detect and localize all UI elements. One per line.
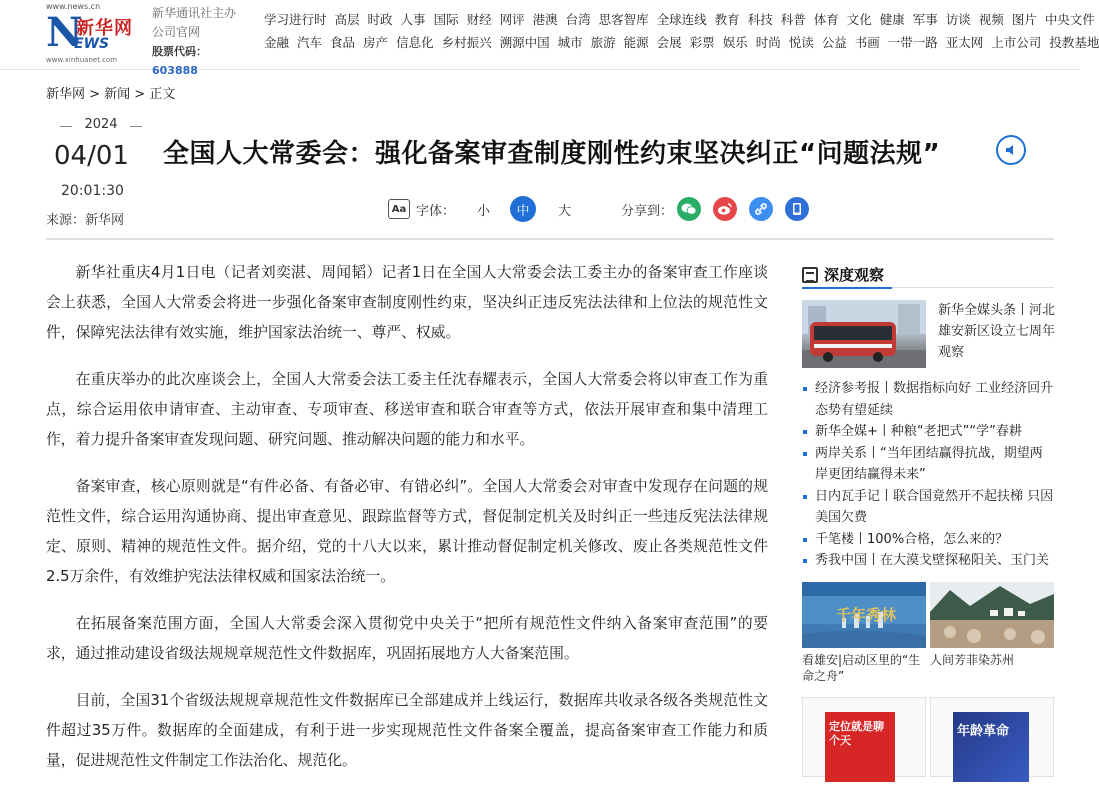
nav-link[interactable]: 公益 [821,35,847,50]
logo-en-suffix: EWS [74,36,110,52]
article-source: 来源：新华网 [46,213,125,228]
feature-story[interactable] [802,300,1054,370]
sidebar-news-list [802,378,1054,572]
nav-link[interactable]: 视频 [978,12,1004,27]
wechat-share-button[interactable] [677,197,701,221]
list-item[interactable]: 经济参考报丨数据指标向好 工业经济回升态势有望延续 [802,378,1054,421]
nav-link[interactable]: 台湾 [565,12,591,27]
nav-link[interactable]: 访谈 [945,12,971,27]
nav-link[interactable]: 时政 [367,12,393,27]
audio-icon [1004,143,1018,157]
weibo-icon [717,202,733,216]
nav-link[interactable]: 乡村振兴 [441,35,492,50]
nav-link[interactable]: 书画 [854,35,880,50]
book-1-title: 定位就是聊个天 [829,720,884,747]
publish-month-day: 04/01 [54,141,129,171]
nav-link[interactable]: 投教基地 [1049,35,1099,50]
article-paragraph: 目前，全国31个省级法规规章规范性文件数据库已全部建成并上线运行，数据库共收录各级各类规范性文件超过35万件。数据库的全面建成，有利于进一步实现规范性文件备案全覆盖，提高备案审查工作能力和质量，促进规范性文件制定工作法治化、规范化。 [46,692,768,769]
nav-link[interactable]: 图片 [1011,12,1037,27]
logo-mark: N 新华网 EWS [46,9,133,56]
book-promo-2[interactable] [930,697,1054,777]
company-info [152,4,252,80]
article-paragraph: 备案审查，核心原则就是“有件必备、有备必审、有错必纠”。全国人大常委会对审查中发现存在问题的规范性文件，综合运用沟通协商、提出审查意见、跟踪监督等方式，督促制定机关及时纠正一些违反宪法法律规定、原则、精神的规范性文件。据介绍，党的十八大以来，累计推动督促制定机关修改、废止各类规范性文件2.5万余件，有效维护宪法法律权威和国家法治统一。 [46,478,768,585]
weibo-share-button[interactable] [713,197,737,221]
channel-nav-row1 [264,8,1095,31]
logo-url-bottom: www.xinhuanet.com [46,56,118,64]
nav-link[interactable]: 汽车 [297,35,323,50]
nav-link[interactable]: 财经 [466,12,492,27]
mobile-icon [791,202,803,216]
link-icon [754,202,768,216]
font-size-label: 字体： [416,203,456,219]
company-line2: 公司官网 [152,25,201,39]
site-logo[interactable] [46,2,142,64]
nav-link[interactable]: 健康 [879,12,905,27]
feature-headline[interactable]: 新华全媒头条丨河北雄安新区设立七周年观察 [938,303,1056,360]
nav-link[interactable]: 能源 [623,35,649,50]
nav-link[interactable]: 彩票 [689,35,715,50]
title-divider [46,238,1054,240]
article-title: 全国人大常委会：强化备案审查制度刚性约束坚决纠正“问题法规” [163,139,941,169]
font-size-large[interactable]: 大 [558,203,572,219]
feature-image[interactable] [802,300,926,368]
nav-link[interactable]: 时尚 [755,35,781,50]
channel-nav [264,8,1099,54]
sidebar [802,262,1056,747]
nav-link[interactable]: 食品 [330,35,356,50]
stock-info: 股票代码：603888 [152,45,207,77]
nav-link[interactable]: 文化 [846,12,872,27]
list-item[interactable]: 日内瓦手记丨联合国竟然开不起扶梯 只因美国欠费 [802,486,1054,529]
nav-link[interactable]: 溯源中国 [499,35,550,50]
font-size-icon: Aa [388,199,410,219]
font-size-small[interactable]: 小 [477,203,491,219]
nav-link[interactable]: 教育 [714,12,740,27]
nav-link[interactable]: 亚太网 [945,35,984,50]
list-item[interactable]: 千笔楼丨100%合格，怎么来的？ [802,529,1054,551]
publish-time: 20:01:30 [61,183,124,199]
list-item[interactable]: 新华全媒+丨种粮“老把式”“学”春耕 [802,421,1054,443]
nav-link[interactable]: 房产 [363,35,389,50]
nav-link[interactable]: 金融 [264,35,290,50]
nav-link[interactable]: 思客智库 [598,12,649,27]
nav-link[interactable]: 高层 [334,12,360,27]
link-share-button[interactable] [749,197,773,221]
sidebar-title: 深度观察 [824,266,885,284]
list-item[interactable]: 两岸关系丨“当年团结赢得抗战，期望两岸更团结赢得未来” [802,443,1054,486]
nav-link[interactable]: 上市公司 [991,35,1042,50]
list-item[interactable]: 秀我中国丨在大漠戈壁探秘阳关、玉门关 [802,550,1054,572]
section-icon [802,267,818,283]
picture-1-overlay: 千年秀林 [836,605,897,624]
mobile-share-button[interactable] [785,197,809,221]
book-2-title: 年龄革命 [957,724,1010,739]
nav-link[interactable]: 人事 [400,12,426,27]
audio-button[interactable] [996,135,1026,165]
nav-link[interactable]: 港澳 [532,12,558,27]
channel-nav-row2 [264,31,1099,54]
font-size-medium[interactable]: 中 [510,196,536,222]
nav-link[interactable]: 娱乐 [722,35,748,50]
article-paragraph: 新华社重庆4月1日电（记者刘奕湛、周闻韬）记者1日在全国人大常委会法工委主办的备案审查工作座谈会上获悉，全国人大常委会将进一步强化备案审查制度刚性约束，坚决纠正违反宪法法律和上位法的规范性文件，保障宪法法律有效实施，维护国家法治统一、尊严、权威。 [46,264,768,341]
nav-link[interactable]: 学习进行时 [264,12,327,27]
logo-url-top: www.news.cn [46,2,101,11]
article-tools [388,196,809,222]
breadcrumb[interactable]: 新华网 > 新闻 > 正文 [46,87,176,102]
nav-link[interactable]: 国际 [433,12,459,27]
picture-2-caption[interactable]: 人间芳菲染苏州 [930,652,1015,667]
site-header [0,0,1099,77]
wechat-icon [681,202,697,216]
nav-link[interactable]: 军事 [912,12,938,27]
picture-grid [802,576,1054,683]
article-paragraph: 在拓展备案范围方面，全国人大常委会深入贯彻党中央关于“把所有规范性文件纳入备案审查范围”的要求，通过推动建设省级法规规章规范性文件数据库，巩固拓展地方人大备案范围。 [46,615,768,662]
nav-link[interactable]: 城市 [557,35,583,50]
picture-2[interactable] [930,582,1054,648]
picture-1[interactable] [802,582,926,648]
nav-link[interactable]: 科普 [780,12,806,27]
article-body [46,258,768,793]
nav-link[interactable]: 中央文件 [1044,12,1095,27]
book-promo-1[interactable] [802,697,926,777]
picture-1-caption[interactable]: 看雄安|启动区里的“生命之舟” [802,652,921,683]
nav-link[interactable]: 网评 [499,12,525,27]
publish-year: 2024 [58,117,144,132]
nav-link[interactable]: 悦读 [788,35,814,50]
share-label: 分享到： [621,203,674,219]
article-paragraph: 在重庆举办的此次座谈会上，全国人大常委会法工委主任沈春耀表示，全国人大常委会将以审查工作为重点，综合运用依申请审查、主动审查、专项审查、移送审查和联合审查等方式，依法开展审查和集中清理工作，着力提升备案审查发现问题、研究问题、推动解决问题的能力和水平。 [46,371,768,448]
nav-link[interactable]: 旅游 [590,35,616,50]
book-promos [802,697,1054,777]
nav-link[interactable]: 科技 [747,12,773,27]
nav-link[interactable]: 全球连线 [656,12,707,27]
company-line1: 新华通讯社主办 [152,6,237,20]
stock-code[interactable]: 603888 [152,64,198,77]
nav-link[interactable]: 一带一路 [887,35,938,50]
sidebar-header [802,262,1054,288]
logo-cn-name: 新华网 [76,18,133,39]
nav-link[interactable]: 信息化 [396,35,434,50]
nav-link[interactable]: 体育 [813,12,839,27]
nav-link[interactable]: 会展 [656,35,682,50]
